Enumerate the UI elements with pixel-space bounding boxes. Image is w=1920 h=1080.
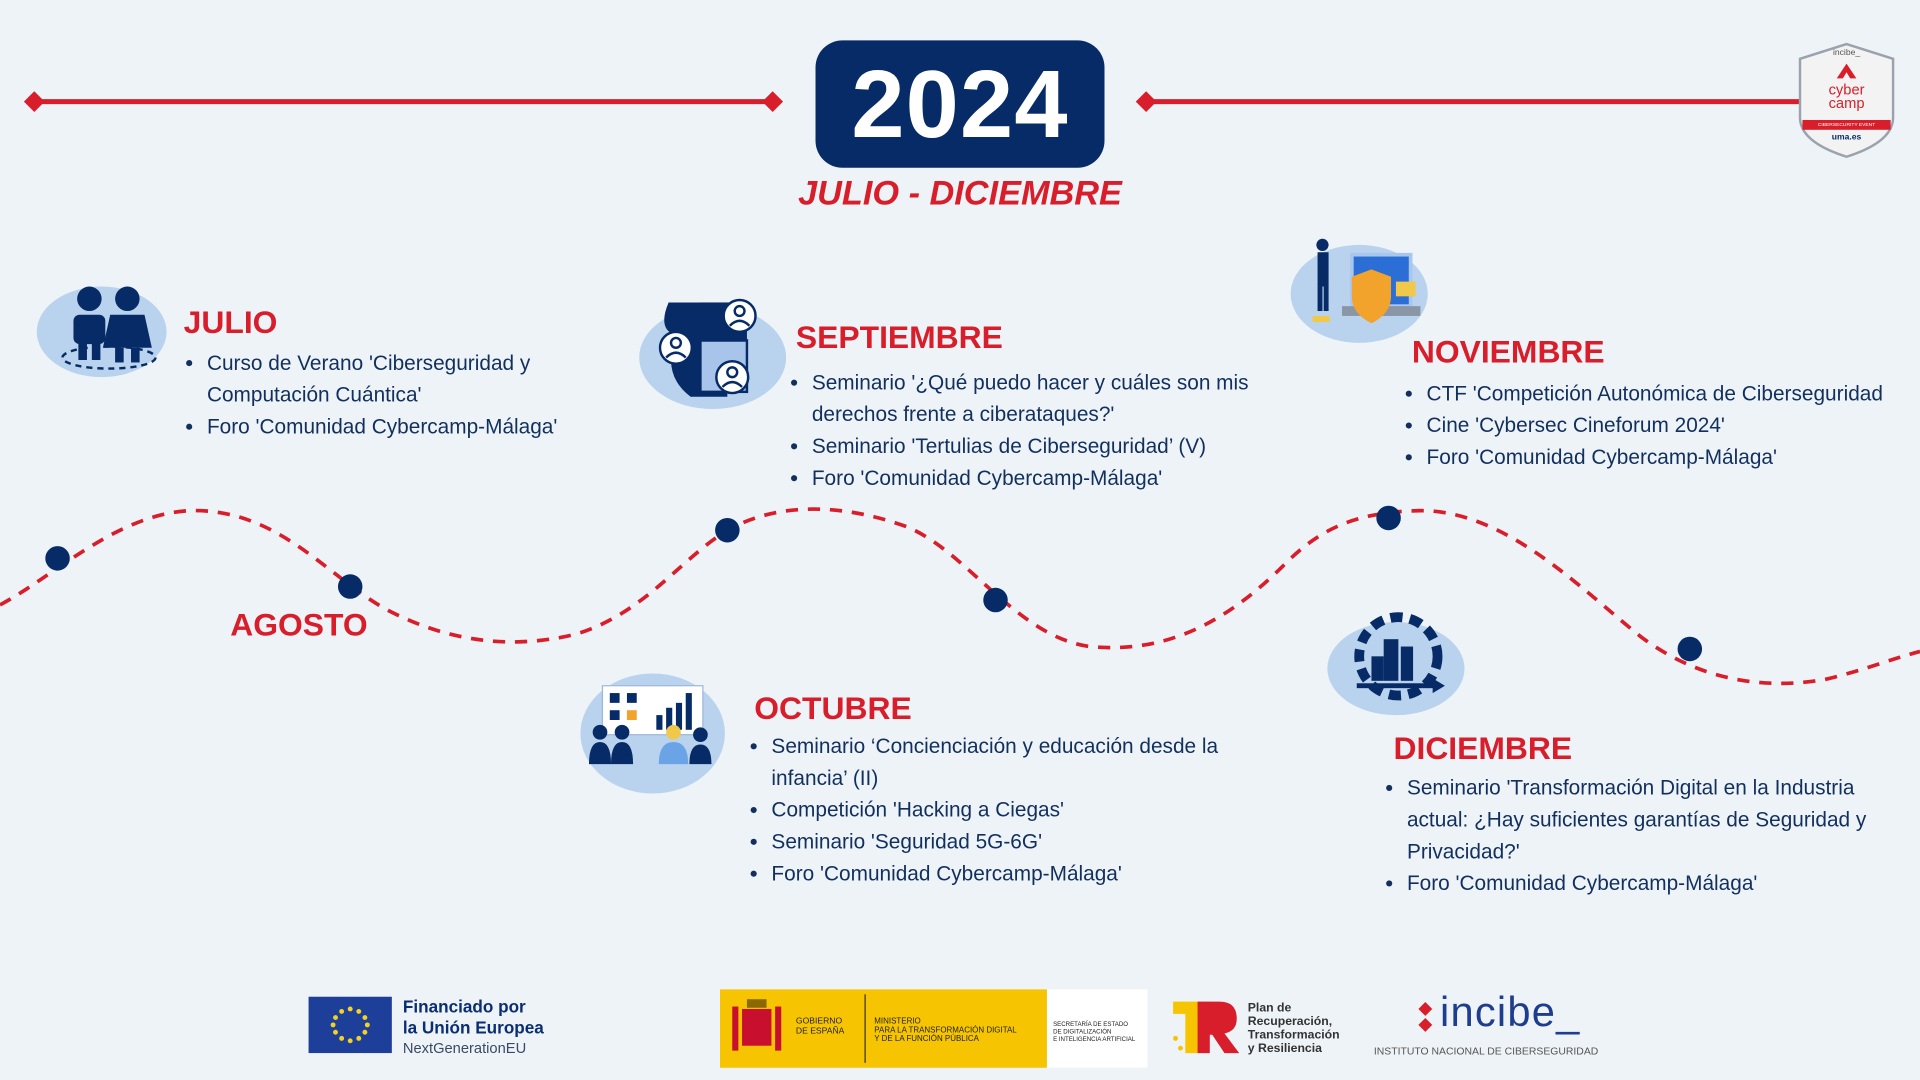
event-item: • Foro 'Comunidad Cybercamp-Málaga' xyxy=(207,411,599,443)
eu-line2: la Unión Europea xyxy=(402,1017,544,1038)
event-item: • Competición 'Hacking a Ciegas' xyxy=(771,795,1261,827)
month-title-julio: JULIO xyxy=(183,303,278,341)
event-list-diciembre xyxy=(1384,773,1897,900)
diamond-icon xyxy=(762,91,783,112)
plan-line1: Plan de xyxy=(1247,1001,1292,1016)
security-shield-icon xyxy=(1303,233,1425,343)
timeline-dot xyxy=(983,588,1007,612)
month-title-septiembre: SEPTIEMBRE xyxy=(795,318,1003,356)
secretaria-line2: DE DIGITALIZACIÓN xyxy=(1053,1028,1112,1036)
badge-cyber-text: cyber xyxy=(1828,80,1865,98)
event-list-julio xyxy=(184,348,599,444)
divider xyxy=(864,994,865,1063)
event-item: • Cine 'Cybersec Cineforum 2024' xyxy=(1427,410,1920,442)
event-item: • Seminario ‘Concienciación y educación desde la infancia’ (II) xyxy=(771,731,1261,795)
eu-line3: NextGenerationEU xyxy=(402,1039,527,1057)
secretaria-line3: E INTELIGENCIA ARTIFICIAL xyxy=(1053,1035,1136,1044)
event-item: • Seminario '¿Qué puedo hacer y cuáles son mis derechos frente a ciberataques?' xyxy=(812,367,1277,431)
spain-coat-of-arms-icon xyxy=(730,997,784,1061)
event-item: • Curso de Verano 'Ciberseguridad y Computación Cuántica' xyxy=(207,348,599,412)
year-title: 2024 xyxy=(816,40,1105,167)
month-title-agosto: AGOSTO xyxy=(230,606,368,643)
ministerio-line2: PARA LA TRANSFORMACIÓN DIGITAL xyxy=(874,1026,1017,1035)
recovery-plan-logo-icon xyxy=(1168,994,1241,1058)
eu-flag xyxy=(309,997,392,1053)
timeline-dot xyxy=(715,518,739,542)
ministerio-line1: MINISTERIO xyxy=(874,1017,921,1027)
badge-incibe-text: incibe_ xyxy=(1832,48,1861,58)
badge-uma-text: uma.es xyxy=(1831,133,1862,143)
event-item: • Seminario 'Tertulias de Ciberseguridad’ (V) xyxy=(812,431,1277,463)
diamond-icon xyxy=(1136,91,1157,112)
timeline-dot xyxy=(1678,637,1702,661)
gobierno-line2: DE ESPAÑA xyxy=(795,1027,845,1036)
incibe-diamond-icon xyxy=(1416,1002,1440,1034)
timeline-wave xyxy=(0,465,1920,734)
cybercamp-badge xyxy=(1795,42,1898,160)
secretaria-line1: SECRETARÍA DE ESTADO xyxy=(1053,1021,1129,1029)
children-icon xyxy=(56,282,161,375)
event-list-octubre xyxy=(748,731,1261,890)
event-item: • Seminario 'Seguridad 5G-6G' xyxy=(771,827,1261,859)
incibe-full-name: INSTITUTO NACIONAL DE CIBERSEGURIDAD xyxy=(1373,1044,1599,1057)
event-item: • Foro 'Comunidad Cybercamp-Málaga' xyxy=(812,463,1277,495)
month-title-noviembre: NOVIEMBRE xyxy=(1411,333,1605,370)
timeline-dot xyxy=(45,546,69,570)
event-item: • Foro 'Comunidad Cybercamp-Málaga' xyxy=(1407,868,1897,900)
timeline-dot xyxy=(338,574,362,598)
ministerio-line3: Y DE LA FUNCIÓN PÚBLICA xyxy=(874,1034,979,1044)
event-item: • Seminario 'Transformación Digital en la Industria actual: ¿Hay suficientes garantías de Seguridad y Privacidad?' xyxy=(1407,773,1897,869)
presentation-icon xyxy=(585,681,717,774)
event-list-septiembre xyxy=(789,367,1278,494)
month-title-diciembre: DICIEMBRE xyxy=(1393,729,1573,767)
event-item: • Foro 'Comunidad Cybercamp-Málaga' xyxy=(1427,442,1920,474)
eu-stars-icon xyxy=(309,997,392,1053)
user-profiles-icon xyxy=(654,296,789,401)
event-item: • Foro 'Comunidad Cybercamp-Málaga' xyxy=(771,858,1261,890)
gobierno-line1: GOBIERNO xyxy=(795,1017,843,1027)
badge-camp-text: camp xyxy=(1828,94,1865,112)
event-list-noviembre xyxy=(1403,378,1920,474)
digital-industry-icon xyxy=(1347,607,1457,705)
plan-line4: y Resiliencia xyxy=(1247,1042,1322,1056)
eu-line1: Financiado por xyxy=(402,996,526,1017)
event-item: • CTF 'Competición Autonómica de Ciberseguridad xyxy=(1427,378,1920,410)
badge-tagline: CIBERSECURITY EVENT xyxy=(1817,121,1876,128)
diamond-icon xyxy=(24,91,45,112)
month-title-octubre: OCTUBRE xyxy=(754,689,912,727)
incibe-logo-text: incibe_ xyxy=(1440,989,1581,1036)
timeline-dot xyxy=(1376,506,1400,530)
period-subtitle: JULIO - DICIEMBRE xyxy=(798,173,1122,212)
plan-line3: Transformación xyxy=(1247,1028,1340,1043)
plan-line2: Recuperación, xyxy=(1247,1015,1333,1029)
